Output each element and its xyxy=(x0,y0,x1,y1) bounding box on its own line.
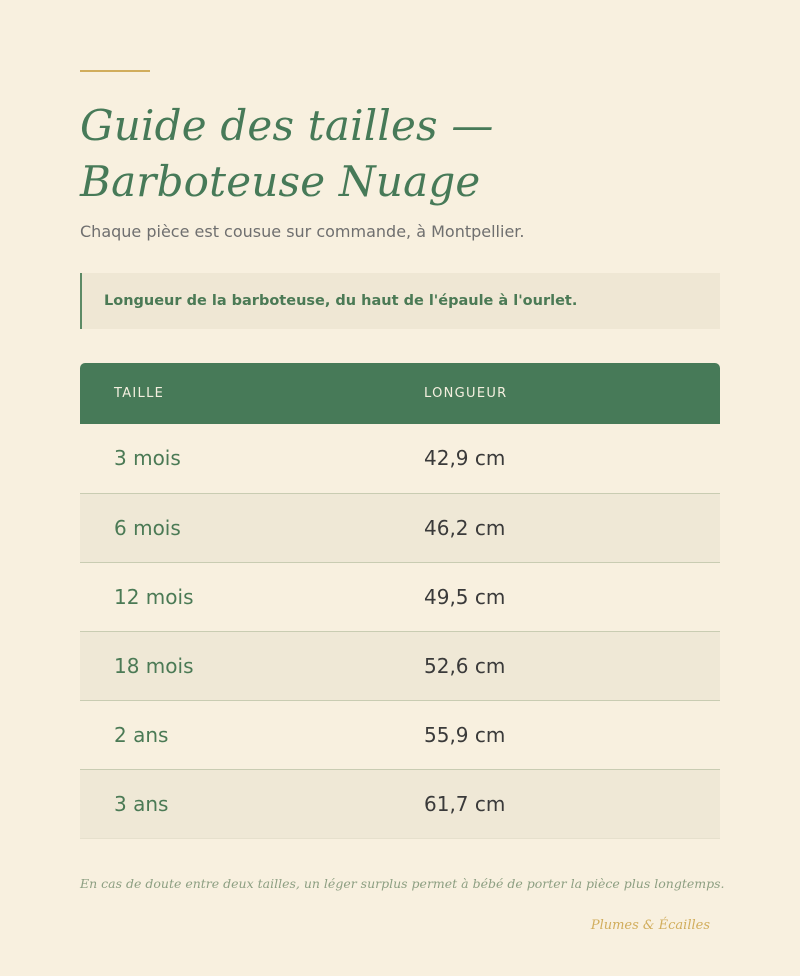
size-cell: 3 ans xyxy=(80,769,390,838)
measurement-notice xyxy=(80,273,720,329)
table-row xyxy=(80,493,720,562)
length-cell: 52,6 cm xyxy=(390,631,720,700)
length-cell: 55,9 cm xyxy=(390,700,720,769)
measurement-notice-text: Longueur de la barboteuse, du haut de l'épaule à l'ourlet. xyxy=(104,293,578,309)
table-row xyxy=(80,769,720,838)
size-cell: 3 mois xyxy=(80,424,390,493)
table-row xyxy=(80,631,720,700)
table-header-row xyxy=(80,363,720,424)
table-row xyxy=(80,700,720,769)
table-row xyxy=(80,424,720,493)
table-row xyxy=(80,562,720,631)
column-header-size: TAILLE xyxy=(114,386,165,401)
size-cell: 2 ans xyxy=(80,700,390,769)
size-cell: 12 mois xyxy=(80,562,390,631)
length-cell: 49,5 cm xyxy=(390,562,720,631)
page-title: Guide des tailles — Barboteuse Nuage xyxy=(80,101,494,206)
size-cell: 6 mois xyxy=(80,493,390,562)
length-cell: 61,7 cm xyxy=(390,769,720,838)
brand-signature: Plumes & Écailles xyxy=(590,918,710,933)
page-subtitle: Chaque pièce est cousue sur commande, à Montpellier. xyxy=(80,222,525,241)
length-cell: 46,2 cm xyxy=(390,493,720,562)
column-header-length: LONGUEUR xyxy=(424,386,508,401)
length-cell: 42,9 cm xyxy=(390,424,720,493)
footer-note: En cas de doute entre deux tailles, un léger surplus permet à bébé de porter la pièce plus longtemps. xyxy=(80,876,725,891)
size-table xyxy=(80,363,720,839)
accent-rule xyxy=(80,70,150,72)
size-cell: 18 mois xyxy=(80,631,390,700)
